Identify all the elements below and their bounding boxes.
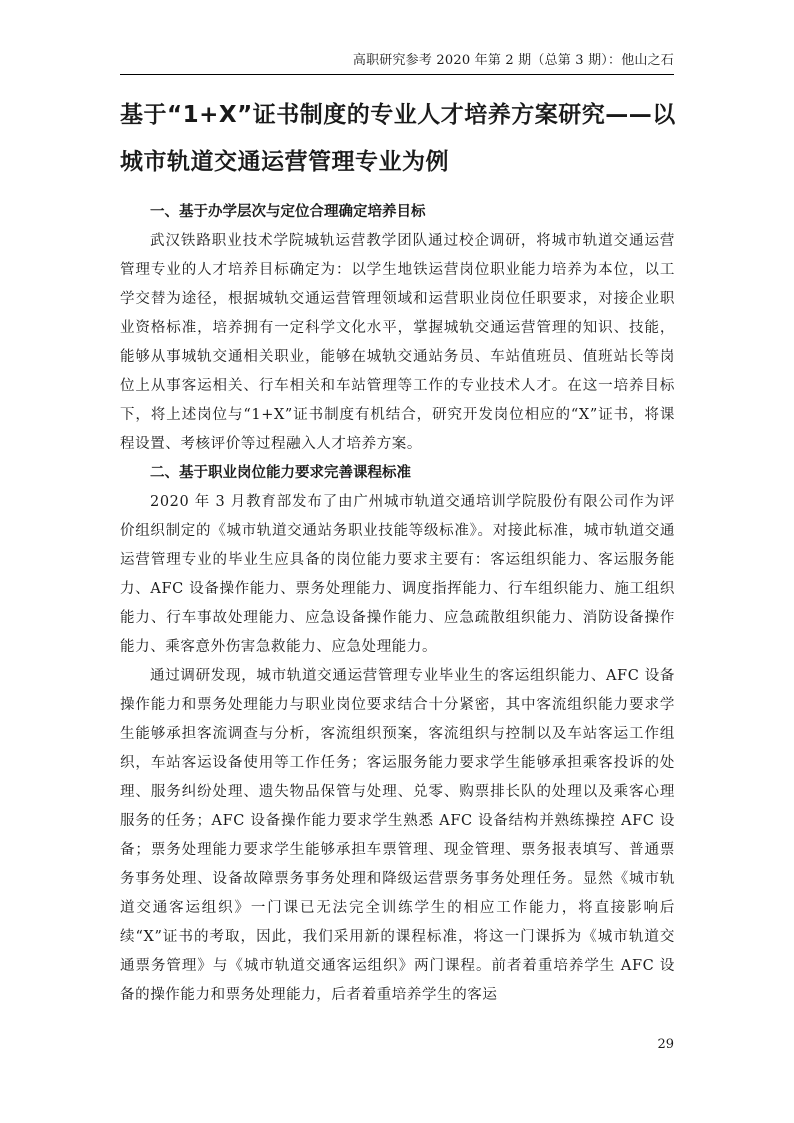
- article-body: [120, 198, 675, 1010]
- section-1-heading: 一、基于办学层次与定位合理确定培养目标: [150, 204, 426, 220]
- article-title: 基于“1+X”证书制度的专业人才培养方案研究——以城市轨道交通运营管理专业为例: [120, 102, 676, 175]
- section-2-paragraph-1: 2020 年 3 月教育部发布了由广州城市轨道交通培训学院股份有限公司作为评价组织制定的《城市轨道交通站务职业技能等级标准》。对接此标准，城市轨道交通运营管理专业的毕业生应具备的岗位能力要求主要有：客运组织能力、客运服务能力、AFC 设备操作能力、票务处理能力、调度指挥能力、行车组织能力、施工组织能力、行车事故处理能力、应急设备操作能力、应急疏散组织能力、消防设备操作能力、乘客意外伤害急救能力、应急处理能力。: [120, 494, 675, 655]
- section-1-paragraph-1: 武汉铁路职业技术学院城轨运营教学团队通过校企调研，将城市轨道交通运营管理专业的人才培养目标确定为：以学生地铁运营岗位职业能力培养为本位，以工学交替为途径，根据城轨交通运营管理领域和运营职业岗位任职要求，对接企业职业资格标准，培养拥有一定科学文化水平，掌握城轨交通运营管理的知识、技能，能够从事城轨交通相关职业，能够在城轨交通站务员、车站值班员、值班站长等岗位上从事客运相关、行车相关和车站管理等工作的专业技术人才。在这一培养目标下，将上述岗位与“1+X”证书制度有机结合，研究开发岗位相应的“X”证书，将课程设置、考核评价等过程融入人才培养方案。: [120, 233, 675, 452]
- page-number: 29: [657, 1037, 674, 1052]
- section-2-paragraph-2: 通过调研发现，城市轨道交通运营管理专业毕业生的客运组织能力、AFC 设备操作能力和票务处理能力与职业岗位要求结合十分紧密，其中客流组织能力要求学生能够承担客流调查与分析，客流组织预案，客流组织与控制以及车站客运工作组织，车站客运设备使用等工作任务；客运服务能力要求学生能够承担乘客投诉的处理、服务纠纷处理、遗失物品保管与处理、兑零、购票排长队的处理以及乘客心理服务的任务；AFC 设备操作能力要求学生熟悉 AFC 设备结构并熟练操控 AFC 设备；票务处理能力要求学生能够承担车票管理、现金管理、票务报表填写、普通票务事务处理、设备故障票务事务处理和降级运营票务事务处理任务。显然《城市轨道交通客运组织》一门课已无法完全训练学生的相应工作能力，将直接影响后续“X”证书的考取，因此，我们采用新的课程标准，将这一门课拆为《城市轨道交通票务管理》与《城市轨道交通客运组织》两门课程。前者着重培养学生 AFC 设备的操作能力和票务处理能力，后者着重培养学生的客运: [120, 668, 675, 1003]
- running-header: [120, 52, 674, 75]
- section-2-heading: 二、基于职业岗位能力要求完善课程标准: [150, 465, 411, 481]
- running-header-text: 高职研究参考 2020 年第 2 期（总第 3 期）：他山之石: [352, 53, 674, 68]
